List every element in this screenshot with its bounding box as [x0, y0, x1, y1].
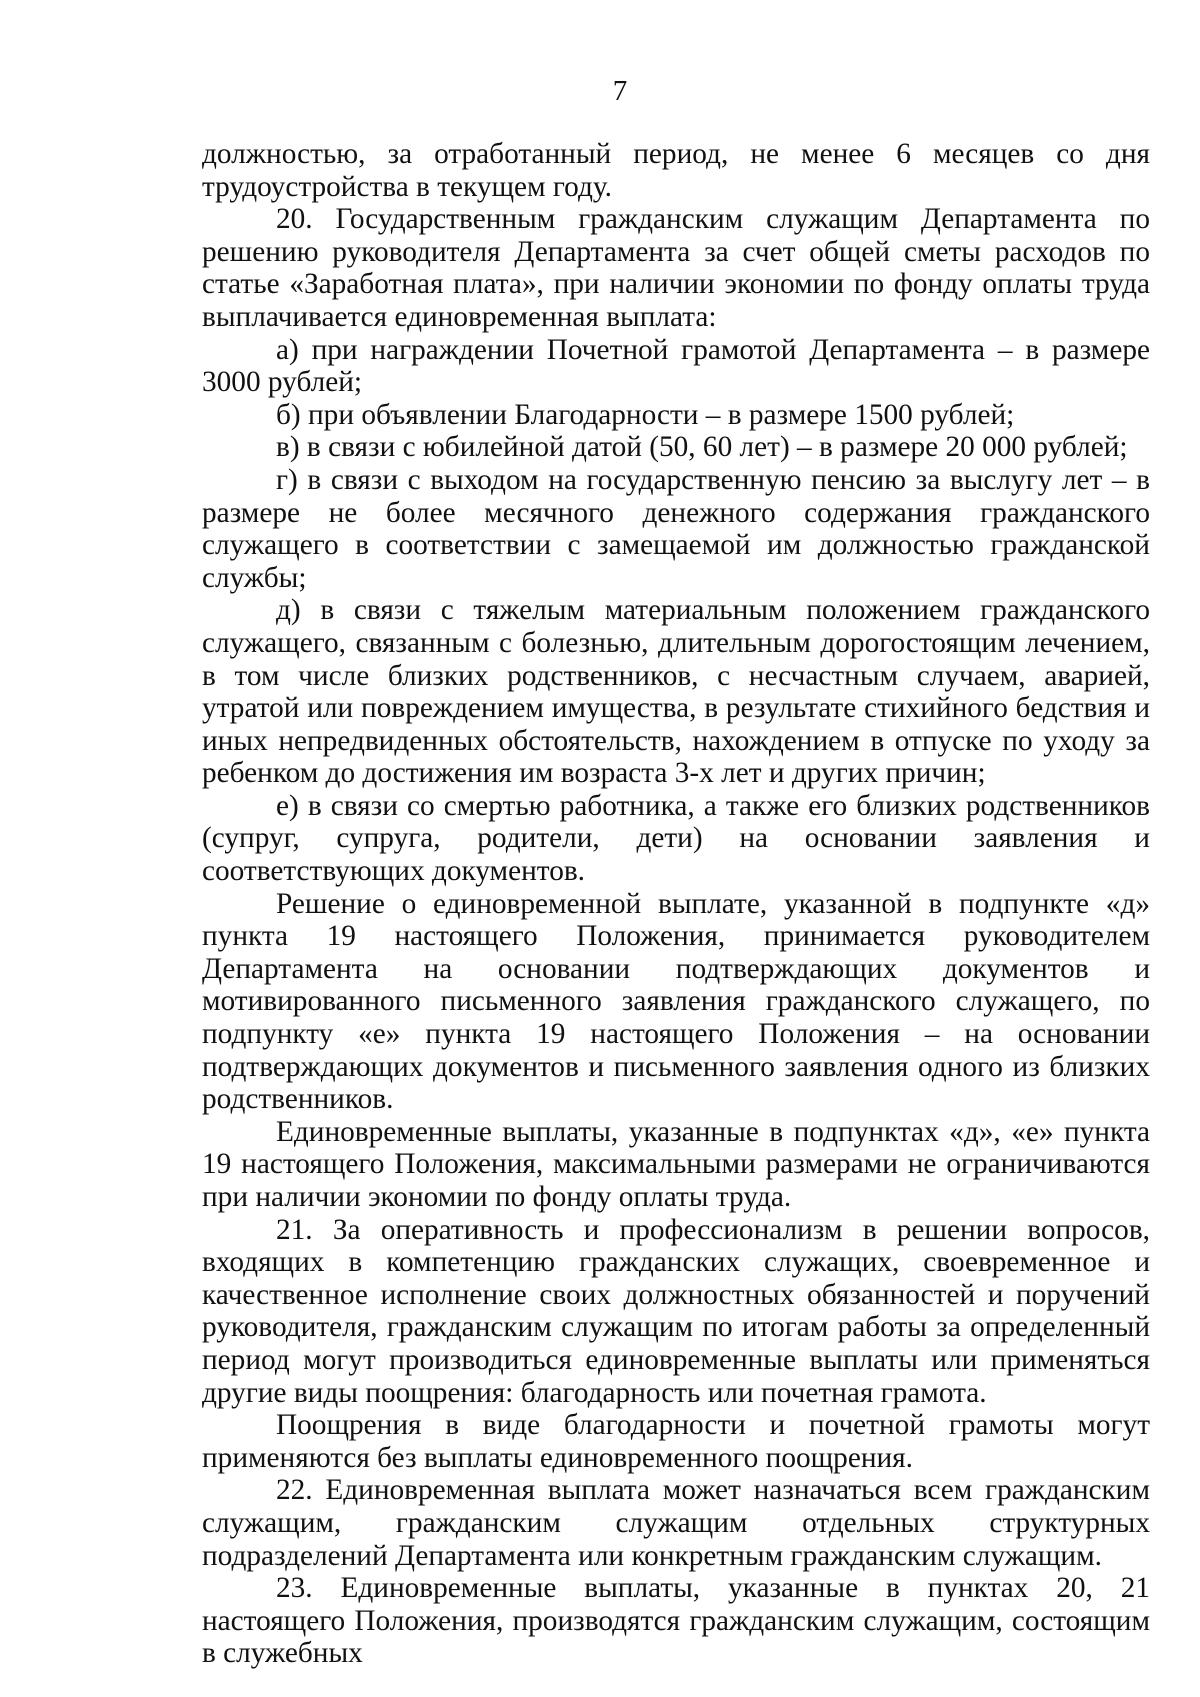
paragraph-subitem-g: г) в связи с выходом на государственную пенсию за выслугу лет – в размере не более месячного денежного содержания гражданского служащего в соответствии с замещаемой им должностью гражданской службы;	[202, 463, 1150, 594]
paragraph-item-22: 22. Единовременная выплата может назначаться всем гражданским служащим, гражданским служащим отдельных структурных подразделений Департамента или конкретным гражданским служащим.	[202, 1474, 1150, 1572]
paragraph-payments-limit: Единовременные выплаты, указанные в подпунктах «д», «е» пункта 19 настоящего Положения, максимальными размерами не ограничиваются при наличии экономии по фонду оплаты труда.	[202, 1115, 1150, 1213]
paragraph-item-20: 20. Государственным гражданским служащим Департамента по решению руководителя Департамента за счет общей сметы расходов по статье «Заработная плата», при наличии экономии по фонду оплаты труда выплачивается единовременная выплата:	[202, 203, 1150, 333]
paragraph-item-23: 23. Единовременные выплаты, указанные в пунктах 20, 21 настоящего Положения, производятся гражданским служащим, состоящим в служебных	[202, 1572, 1150, 1670]
paragraph-incentives: Поощрения в виде благодарности и почетной грамоты могут применяются без выплаты единовременного поощрения.	[202, 1409, 1150, 1474]
paragraph-subitem-d: д) в связи с тяжелым материальным положением гражданского служащего, связанным с болезнью, длительным дорогостоящим лечением, в том числе близких родственников, с несчастным случаем, аварией, утратой или повреждением имущества, в результате стихийного бедствия и иных непредвиденных обстоятельств, нахождением в отпуске по уходу за ребенком до достижения им возраста 3-х лет и других причин;	[202, 594, 1150, 790]
paragraph-subitem-a: а) при награждении Почетной грамотой Департамента – в размере 3000 рублей;	[202, 333, 1150, 399]
page-number: 7	[612, 75, 628, 107]
paragraph-continuation: должностью, за отработанный период, не менее 6 месяцев со дня трудоустройства в текущем году.	[202, 138, 1150, 203]
paragraph-item-21: 21. За оперативность и профессионализм в решении вопросов, входящих в компетенцию гражданских служащих, своевременное и качественное исполнение своих должностных обязанностей и поручений руководителя, гражданским служащим по итогам работы за определенный период могут производиться единовременные выплаты или применяться другие виды поощрения: благодарность или почетная грамота.	[202, 1213, 1150, 1409]
paragraph-subitem-v: в) в связи с юбилейной датой (50, 60 лет) – в размере 20 000 рублей;	[276, 431, 1128, 464]
paragraph-subitem-e: е) в связи со смертью работника, а также его близких родственников (супруг, супруга, родители, дети) на основании заявления и соответствующих документов.	[202, 789, 1150, 888]
document-body	[202, 138, 1150, 1670]
paragraph-decision: Решение о единовременной выплате, указанной в подпункте «д» пункта 19 настоящего Положения, принимается руководителем Департамента на основании подтверждающих документов и мотивированного письменного заявления гражданского служащего, по подпункту «е» пункта 19 настоящего Положения – на основании подтверждающих документов и письменного заявления одного из близких родственников.	[202, 887, 1150, 1116]
paragraph-subitem-b: б) при объявлении Благодарности – в размере 1500 рублей;	[276, 398, 1015, 431]
